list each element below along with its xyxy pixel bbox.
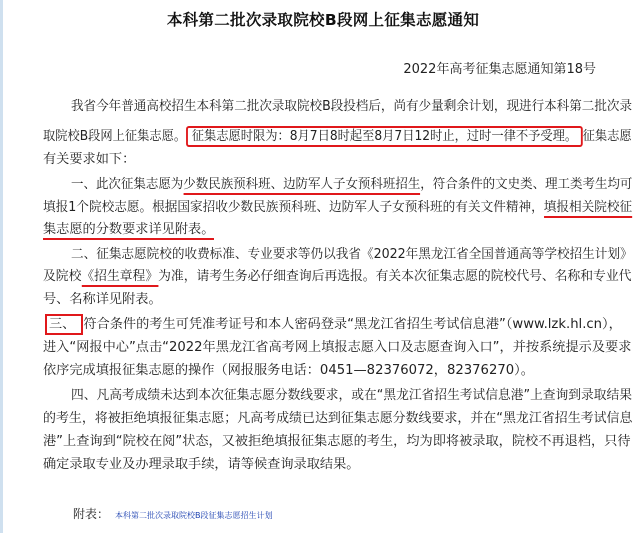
document-number: 2022年高考征集志愿通知第18号 <box>403 62 596 77</box>
item-4-line-4: 确定录取专业及办理录取手续，请等候查询录取结果。 <box>43 457 360 472</box>
page-title: 本科第二批次录取院校B段网上征集志愿通知 <box>166 11 480 29</box>
item-2-line-3: 号、名称详见附表。 <box>43 292 162 307</box>
attachment-link[interactable]: 本科第二批次录取院校B段征集志愿招生计划 <box>115 511 273 520</box>
intro-paragraph <box>71 97 633 117</box>
attachment-row <box>73 505 273 522</box>
deadline-highlight: 征集志愿时限为：8月7日8时起至8月7日12时止，过时一律不予受理。 <box>186 126 582 147</box>
intro-line-2-start: 取院校B段网上征集志愿。 <box>43 129 187 144</box>
item-4-line-3: 港”上查询到“院校在阅”状态，又被拒绝填报征集志愿的考生，均为即将被录取，院校不再退档，只待 <box>43 434 631 449</box>
intro-line-3: 有关要求如下： <box>43 152 136 167</box>
item-3-number-box: 三、 <box>45 314 83 335</box>
item-1-line-1: 一、此次征集志愿为少数民族预科班、边防军人子女预科班招生，符合条件的文史类、理工类考生均可 <box>71 175 582 195</box>
item-4-line-1: 四、凡高考成绩未达到本次征集志愿分数线要求，或在“黑龙江省招生考试信息港”上查询到录取结果 <box>71 388 632 403</box>
score-requirement-underline-1: 填报相关院校征 <box>544 200 632 218</box>
item-2-line-2: 及院校《招生章程》为准，请考生务必仔细查询后再选报。有关本次征集志愿的院校代号、名称和专业代 <box>43 267 567 287</box>
preparatory-class-underline: 少数民族预科班、边防军人子女预科班招生 <box>183 177 420 195</box>
item-1-line-3 <box>43 220 583 240</box>
item-4-line-2: 的考生，将被拒绝填报征集志愿；凡高考成绩已达到征集志愿分数线要求，并在“黑龙江省招生考试信息 <box>43 411 633 426</box>
item-3-line-1: 三、 符合条件的考生可凭准考证号和本人密码登录“黑龙江省招生考试信息港”（www.lzk.hl.cn）， <box>45 315 585 335</box>
attachment-label: 附表： <box>73 507 110 521</box>
item-2-line-1: 二、征集志愿院校的收费标准、专业要求等仍以我省《2022年黑龙江省全国普通高等学校招生计划》 <box>71 247 633 262</box>
item-3-line-3: 依序完成填报征集志愿的操作（网报服务电话：0451—82376072，82376270）。 <box>43 363 534 378</box>
intro-paragraph-3 <box>43 150 583 170</box>
item-3-line-2: 进入“网报中心”点击“2022年黑龙江省高考网上填报志愿入口及志愿查询入口”，并按系统提示及要求 <box>43 340 632 355</box>
intro-paragraph-2 <box>43 127 632 147</box>
intro-line-2-end: 征集志愿 <box>582 129 632 144</box>
item-1-line-2: 填报1个院校志愿。根据国家招收少数民族预科班、边防军人子女预科班的有关文件精神，填报相关院校征 <box>43 198 560 218</box>
intro-line-1: 我省今年普通高校招生本科第二批次录取院校B段投档后，尚有少量剩余计划，现进行本科第二批次录 <box>71 99 633 114</box>
score-requirement-underline-2: 集志愿的分数要求详见附表。 <box>43 222 214 240</box>
admission-charter-underline: 《招生章程》 <box>81 269 158 287</box>
